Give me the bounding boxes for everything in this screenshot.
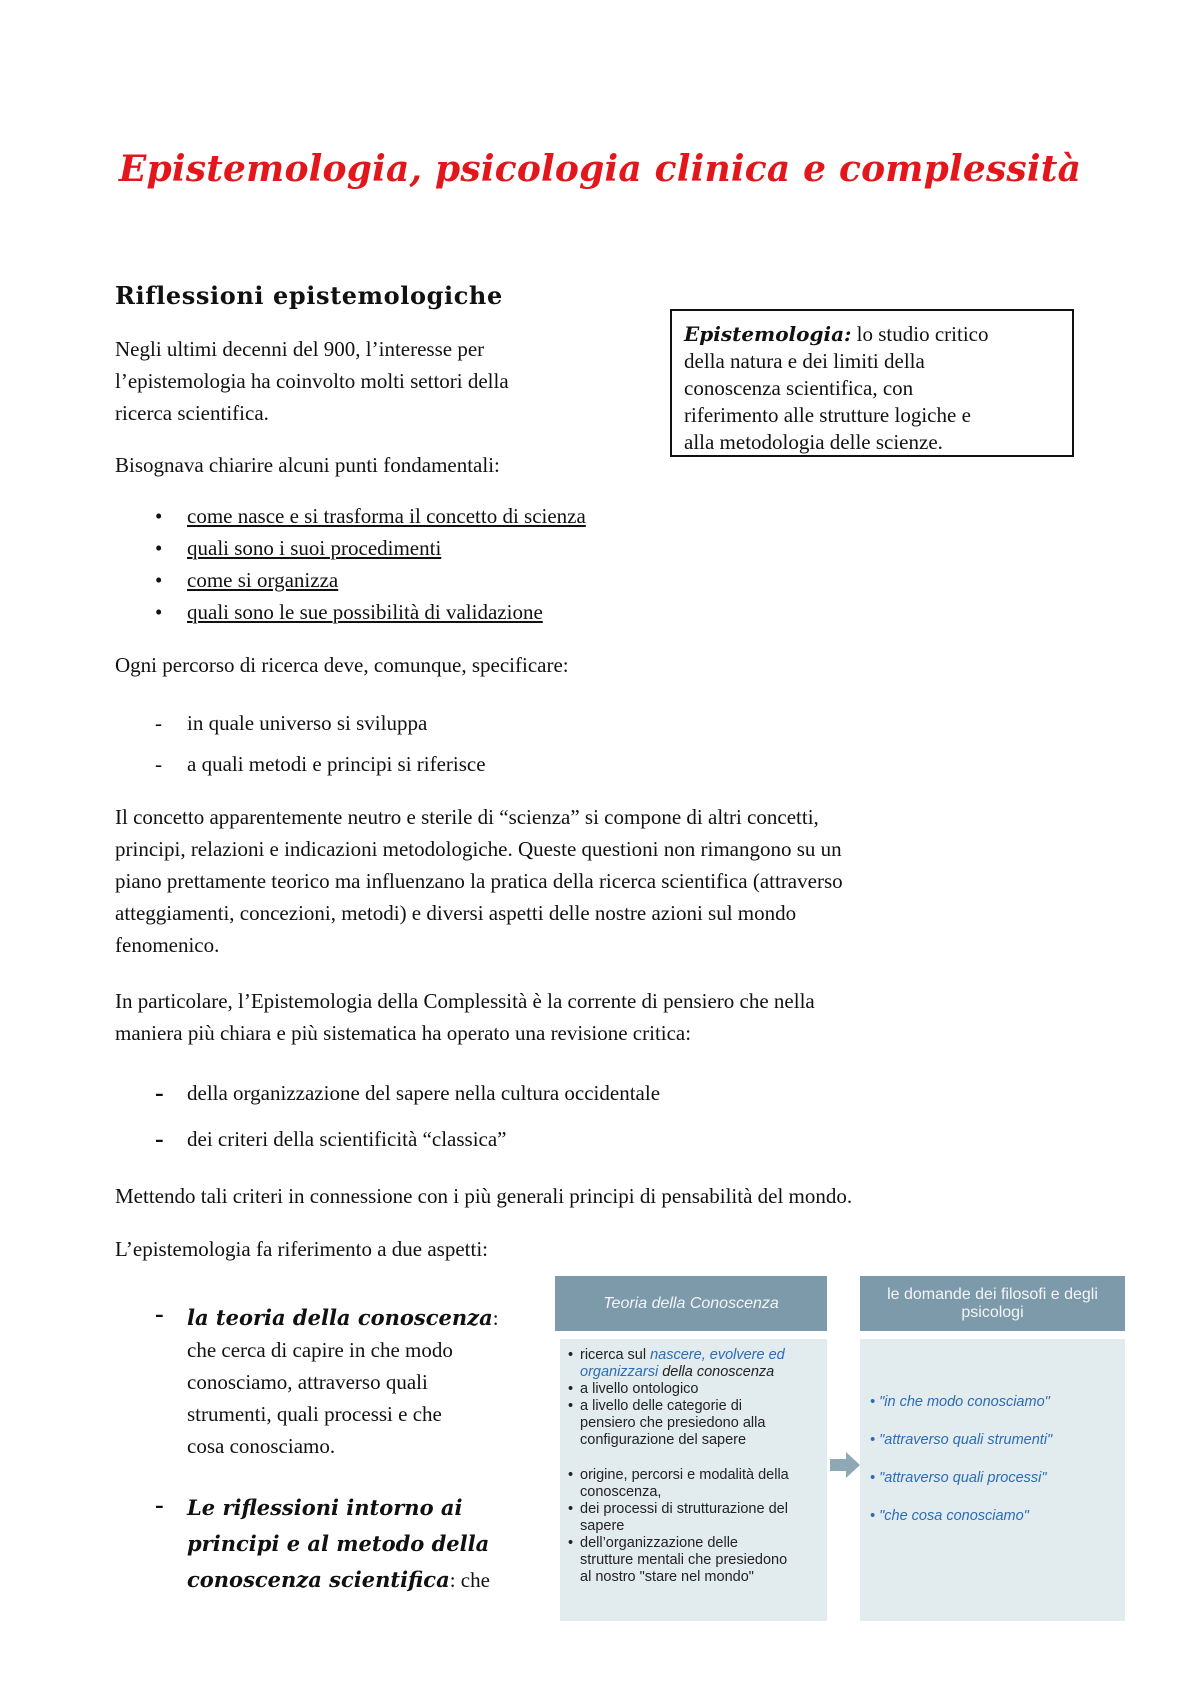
item-text: a livello ontologico bbox=[580, 1381, 699, 1397]
definition-text: lo studio critico bbox=[856, 322, 989, 346]
bullet-icon: • bbox=[155, 536, 163, 560]
diagram-right-header bbox=[860, 1276, 1125, 1331]
item-text: a livello delle categorie di bbox=[580, 1398, 743, 1414]
definition-text: alla metodologia delle scienze. bbox=[684, 430, 943, 454]
page-title: Epistemologia, psicologia clinica e complessità bbox=[118, 148, 1082, 190]
dash-icon: - bbox=[155, 1299, 164, 1328]
intro-line: ricerca scientifica. bbox=[115, 401, 269, 425]
diagram-left-header: Teoria della Conoscenza bbox=[555, 1276, 827, 1331]
question-item: • "attraverso quali strumenti" bbox=[870, 1432, 1053, 1448]
bullet-icon: • bbox=[568, 1501, 574, 1517]
point-text: come si organizza bbox=[187, 568, 339, 592]
definition-text: conoscenza scientifica, con bbox=[684, 376, 914, 400]
bullet-icon: • bbox=[568, 1398, 574, 1414]
revision-text: della organizzazione del sapere nella cultura occidentale bbox=[187, 1081, 661, 1105]
list-item bbox=[115, 532, 735, 564]
paragraph-line: Il concetto apparentemente neutro e sterile di “scienza” si compone di altri concetti, bbox=[115, 805, 819, 829]
revision-list bbox=[115, 1077, 915, 1169]
specify-list bbox=[115, 707, 715, 789]
points-intro: Bisognava chiarire alcuni punti fondamentali: bbox=[115, 453, 500, 477]
bullet-icon: • bbox=[155, 568, 163, 592]
aspect-theory bbox=[115, 1299, 545, 1462]
aspects-intro: L’epistemologia fa riferimento a due aspetti: bbox=[115, 1237, 489, 1261]
question-item: • "che cosa conosciamo" bbox=[870, 1508, 1029, 1524]
item-text: configurazione del sapere bbox=[580, 1432, 747, 1448]
list-item bbox=[568, 1398, 818, 1449]
definition-text: della natura e dei limiti della bbox=[684, 349, 925, 373]
item-text: al nostro "stare nel mondo" bbox=[580, 1569, 754, 1585]
bullet-icon: • bbox=[155, 504, 163, 528]
diagram-right-panel bbox=[860, 1339, 1125, 1621]
item-text: conoscenza, bbox=[580, 1484, 662, 1500]
point-text: quali sono le sue possibilità di validazione bbox=[187, 600, 543, 624]
points-list bbox=[115, 500, 735, 628]
list-item bbox=[115, 596, 735, 628]
complexity-paragraph bbox=[115, 985, 1115, 1049]
item-text: origine, percorsi e modalità della bbox=[580, 1467, 789, 1483]
aspect-reflections bbox=[115, 1490, 545, 1598]
intro-paragraph bbox=[115, 333, 655, 429]
bullet-icon: • bbox=[568, 1467, 574, 1483]
paragraph-line: atteggiamenti, concezioni, metodi) e diversi aspetti delle nostre azioni sul mondo bbox=[115, 901, 797, 925]
definition-box bbox=[670, 309, 1074, 457]
point-text: quali sono i suoi procedimenti bbox=[187, 536, 442, 560]
list-item bbox=[115, 564, 735, 596]
bullet-icon: • bbox=[155, 600, 163, 624]
question-item: • "in che modo conosciamo" bbox=[870, 1394, 1050, 1410]
diagram-left-panel bbox=[560, 1339, 827, 1621]
aspect-colon: : bbox=[492, 1306, 499, 1330]
item-text: pensiero che presiedono alla bbox=[580, 1415, 766, 1431]
dash-icon: - bbox=[155, 752, 162, 776]
item-text: ricerca sul bbox=[580, 1347, 651, 1363]
point-text: come nasce e si trasforma il concetto di scienza bbox=[187, 504, 586, 528]
knowledge-diagram bbox=[555, 1276, 1125, 1621]
list-item bbox=[568, 1535, 818, 1586]
section-heading: Riflessioni epistemologiche bbox=[115, 281, 503, 310]
intro-line: l’epistemologia ha coinvolto molti settori della bbox=[115, 369, 509, 393]
bullet-icon: • bbox=[568, 1347, 574, 1363]
paragraph-line: In particolare, l’Epistemologia della Complessità è la corrente di pensiero che nella bbox=[115, 989, 815, 1013]
aspect-line: cosa conosciamo. bbox=[187, 1434, 336, 1458]
item-text: sapere bbox=[580, 1518, 625, 1534]
aspect-term: conoscenza scientifica bbox=[187, 1567, 450, 1592]
list-item bbox=[115, 500, 735, 532]
paragraph-line: piano prettamente teorico ma influenzano la pratica della ricerca scientifica (attraverso bbox=[115, 869, 843, 893]
list-item bbox=[115, 707, 715, 748]
item-text: dell’organizzazione delle bbox=[580, 1535, 738, 1551]
intro-line: Negli ultimi decenni del 900, l’interesse per bbox=[115, 337, 485, 361]
dash-icon: - bbox=[155, 711, 162, 735]
paragraph-line: principi, relazioni e indicazioni metodologiche. Queste questioni non rimangono su un bbox=[115, 837, 842, 861]
aspect-tail: : che bbox=[449, 1568, 490, 1592]
dash-icon: - bbox=[155, 1078, 164, 1107]
aspect-line: strumenti, quali processi e che bbox=[187, 1402, 442, 1426]
specify-text: in quale universo si sviluppa bbox=[187, 711, 428, 735]
bullet-icon: • bbox=[568, 1381, 574, 1397]
diagram-left-list bbox=[568, 1347, 818, 1586]
aspect-line: che cerca di capire in che modo bbox=[187, 1338, 453, 1362]
connect-paragraph: Mettendo tali criteri in connessione con i più generali principi di pensabilità del mondo. bbox=[115, 1184, 853, 1208]
item-highlight: organizzarsi bbox=[580, 1364, 659, 1380]
paragraph-line: fenomenico. bbox=[115, 933, 220, 957]
list-item bbox=[115, 1123, 915, 1169]
item-text: della conoscenza bbox=[658, 1364, 775, 1380]
list-item bbox=[568, 1501, 818, 1535]
specify-text: a quali metodi e principi si riferisce bbox=[187, 752, 486, 776]
aspect-line: conosciamo, attraverso quali bbox=[187, 1370, 428, 1394]
list-item bbox=[115, 1077, 915, 1123]
question-item: • "attraverso quali processi" bbox=[870, 1470, 1047, 1486]
item-text: strutture mentali che presiedono bbox=[580, 1552, 788, 1568]
specify-intro: Ogni percorso di ricerca deve, comunque, specificare: bbox=[115, 653, 569, 677]
arrow-right-icon bbox=[828, 1450, 862, 1480]
list-item bbox=[568, 1467, 818, 1501]
list-item bbox=[115, 748, 715, 789]
list-item bbox=[568, 1381, 818, 1398]
dash-icon: - bbox=[155, 1124, 164, 1153]
definition-term: Epistemologia: bbox=[684, 322, 852, 346]
dash-icon: - bbox=[155, 1490, 164, 1519]
header-line: psicologi bbox=[961, 1304, 1024, 1321]
item-highlight: nascere, evolvere ed bbox=[650, 1347, 785, 1363]
revision-text: dei criteri della scientificità “classica” bbox=[187, 1127, 507, 1151]
item-text: dei processi di strutturazione del bbox=[580, 1501, 788, 1517]
aspect-term: la teoria della conoscenza bbox=[187, 1305, 493, 1330]
aspect-term: Le riflessioni intorno ai bbox=[187, 1495, 463, 1520]
definition-text: riferimento alle strutture logiche e bbox=[684, 403, 971, 427]
science-paragraph bbox=[115, 801, 1115, 961]
bullet-icon: • bbox=[568, 1535, 574, 1551]
list-item bbox=[568, 1347, 818, 1381]
paragraph-line: maniera più chiara e più sistematica ha operato una revisione critica: bbox=[115, 1021, 692, 1045]
header-line: le domande dei filosofi e degli bbox=[887, 1286, 1098, 1303]
aspect-term: principi e al metodo della bbox=[187, 1531, 490, 1556]
